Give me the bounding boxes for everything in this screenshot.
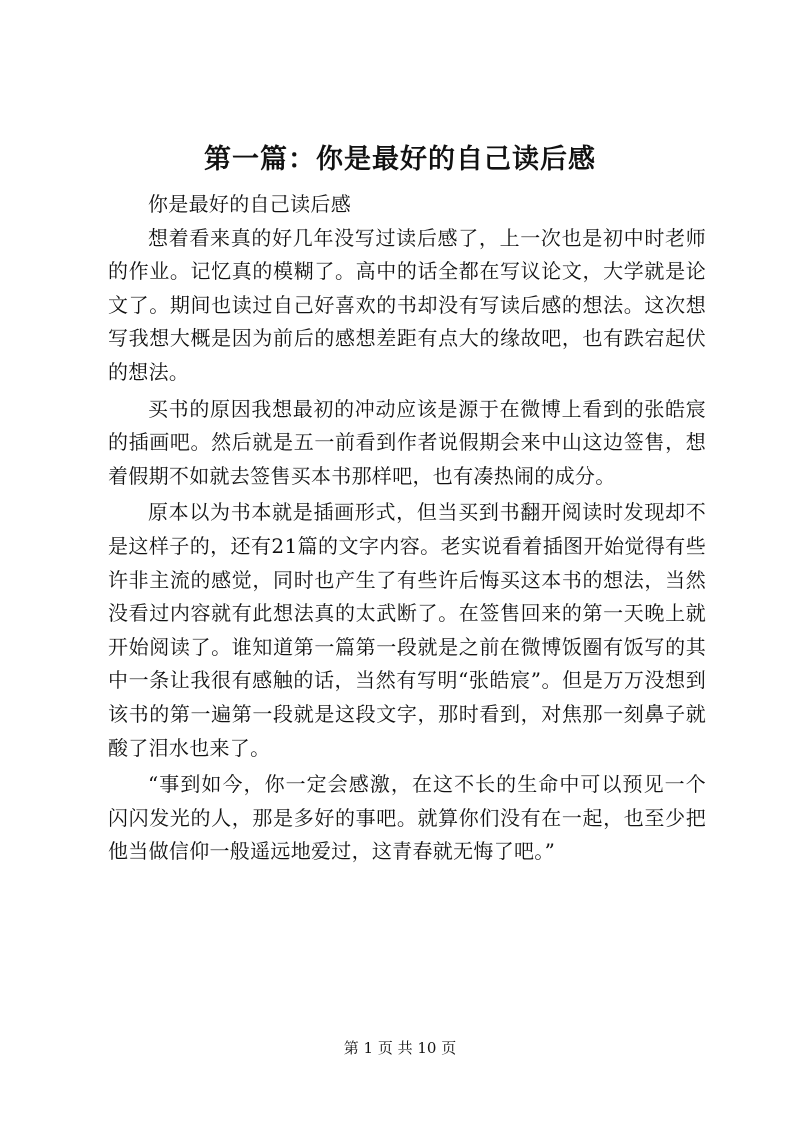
document-body xyxy=(108,188,706,872)
paragraph-1: 想着看来真的好几年没写过读后感了，上一次也是初中时老师的作业。记忆真的模糊了。高中的话全都在写议论文，大学就是论文了。期间也读过自己好喜欢的书却没有写读后感的想法。这次想写我想大概是因为前后的感想差距有点大的缘故吧，也有跌宕起伏的想法。 xyxy=(108,225,706,384)
quote-paragraph: “事到如今，你一定会感激，在这不长的生命中可以预见一个闪闪发光的人，那是多好的事吧。就算你们没有在一起，也至少把他当做信仰一般遥远地爱过，这青春就无悔了吧。” xyxy=(108,772,706,864)
paragraph-3: 原本以为书本就是插画形式，但当买到书翻开阅读时发现却不是这样子的，还有21篇的文字内容。老实说看着插图开始觉得有些许非主流的感觉，同时也产生了有些许后悔买这本书的想法，当然没看过内容就有此想法真的太武断了。在签售回来的第一天晚上就开始阅读了。谁知道第一篇第一段就是之前在微博饭圈有饭写的其中一条让我很有感触的话，当然有写明“张皓宸”。但是万万没想到该书的第一遍第一段就是这段文字，那时看到，对焦那一刻鼻子就酸了泪水也来了。 xyxy=(108,500,706,760)
page-footer: 第 1 页 共 10 页 xyxy=(343,1039,457,1057)
paragraph-2: 买书的原因我想最初的冲动应该是源于在微博上看到的张皓宸的插画吧。然后就是五一前看到作者说假期会来中山这边签售，想着假期不如就去签售买本书那样吧，也有凑热闹的成分。 xyxy=(108,396,706,488)
document-title: 第一篇：你是最好的自己读后感 xyxy=(204,144,596,175)
document-subtitle: 你是最好的自己读后感 xyxy=(148,192,351,216)
